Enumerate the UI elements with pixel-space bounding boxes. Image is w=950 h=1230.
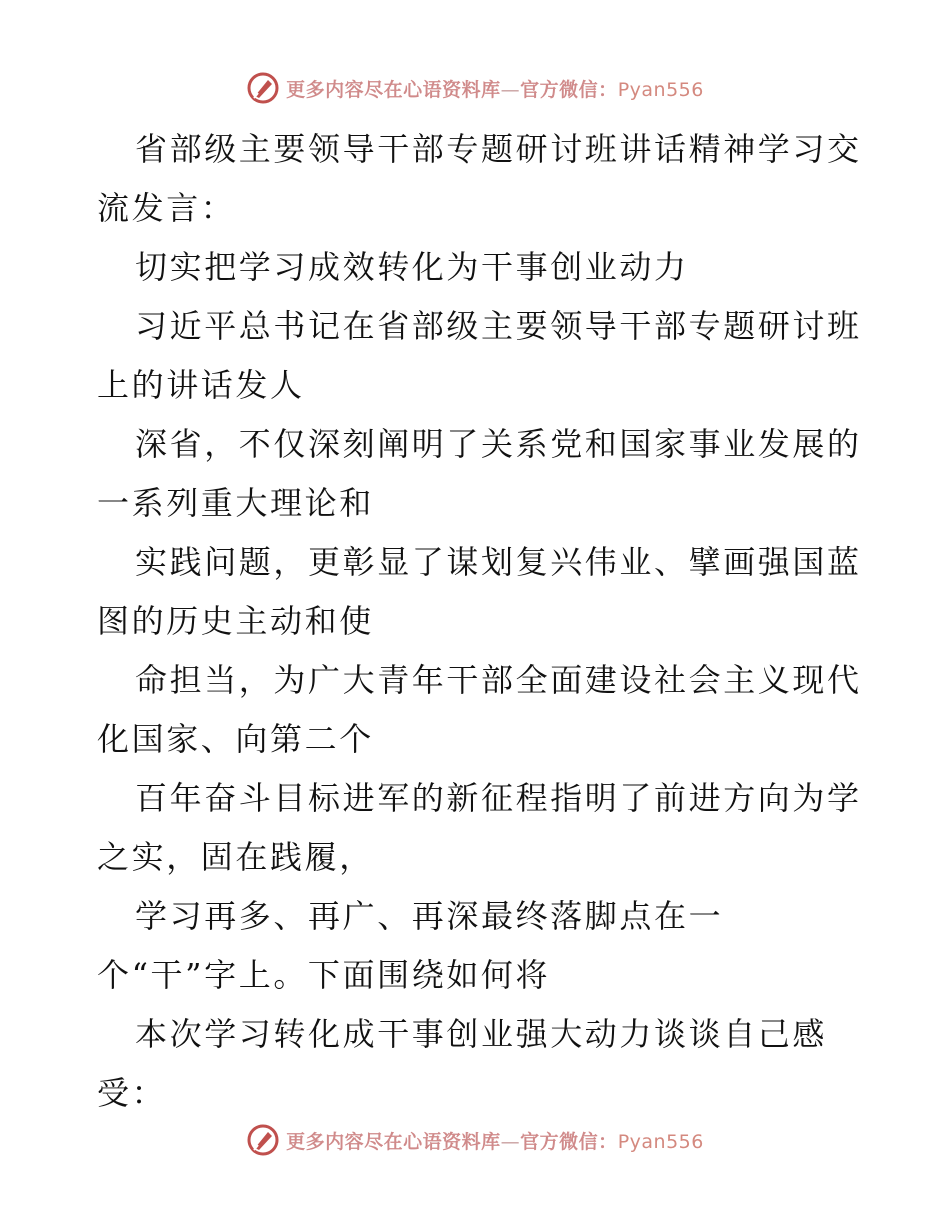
watermark-text (286, 75, 704, 102)
text-line: 切实把学习成效转化为干事创业动力 (135, 248, 689, 286)
document-body (97, 120, 862, 1123)
text-line: 学习再多、再广、再深最终落脚点在一 (135, 897, 724, 935)
text-line: 之实，固在践履， (97, 838, 374, 876)
watermark-handle: Pyan556 (617, 1130, 704, 1153)
text-line: 省部级主要领导干部专题研讨班讲话精神学习交 (135, 130, 862, 168)
text-line: 百年奋斗目标进军的新征程指明了前进方向为学 (135, 779, 862, 817)
text-line: 一系列重大理论和 (97, 484, 374, 522)
watermark-separator: — (500, 1130, 521, 1153)
text-line: 流发言： (97, 189, 236, 227)
text-line: 习近平总书记在省部级主要领导干部专题研讨班 (135, 307, 862, 345)
footer-watermark (0, 1120, 950, 1160)
quill-logo-icon (246, 1123, 280, 1157)
watermark-middle: 官方微信： (520, 1130, 618, 1153)
quill-logo-icon (246, 71, 280, 105)
watermark-middle: 官方微信： (520, 78, 618, 101)
text-line: 图的历史主动和使 (97, 602, 374, 640)
text-line: 本次学习转化成干事创业强大动力谈谈自己感 (135, 1015, 828, 1053)
text-line: 个“干”字上。下面围绕如何将 (97, 956, 551, 994)
watermark-separator: — (500, 78, 521, 101)
text-line: 深省，不仅深刻阐明了关系党和国家事业发展的 (135, 425, 862, 463)
text-line: 受： (97, 1074, 167, 1112)
watermark-prefix: 更多内容尽在心语资料库 (286, 78, 501, 101)
text-line: 化国家、向第二个 (97, 720, 374, 758)
header-watermark (0, 68, 950, 108)
watermark-handle: Pyan556 (617, 78, 704, 101)
watermark-text (286, 1127, 704, 1154)
watermark-prefix: 更多内容尽在心语资料库 (286, 1130, 501, 1153)
text-line: 实践问题，更彰显了谋划复兴伟业、擘画强国蓝 (135, 543, 862, 581)
text-line: 上的讲话发人 (97, 366, 305, 404)
text-line: 命担当，为广大青年干部全面建设社会主义现代 (135, 661, 862, 699)
